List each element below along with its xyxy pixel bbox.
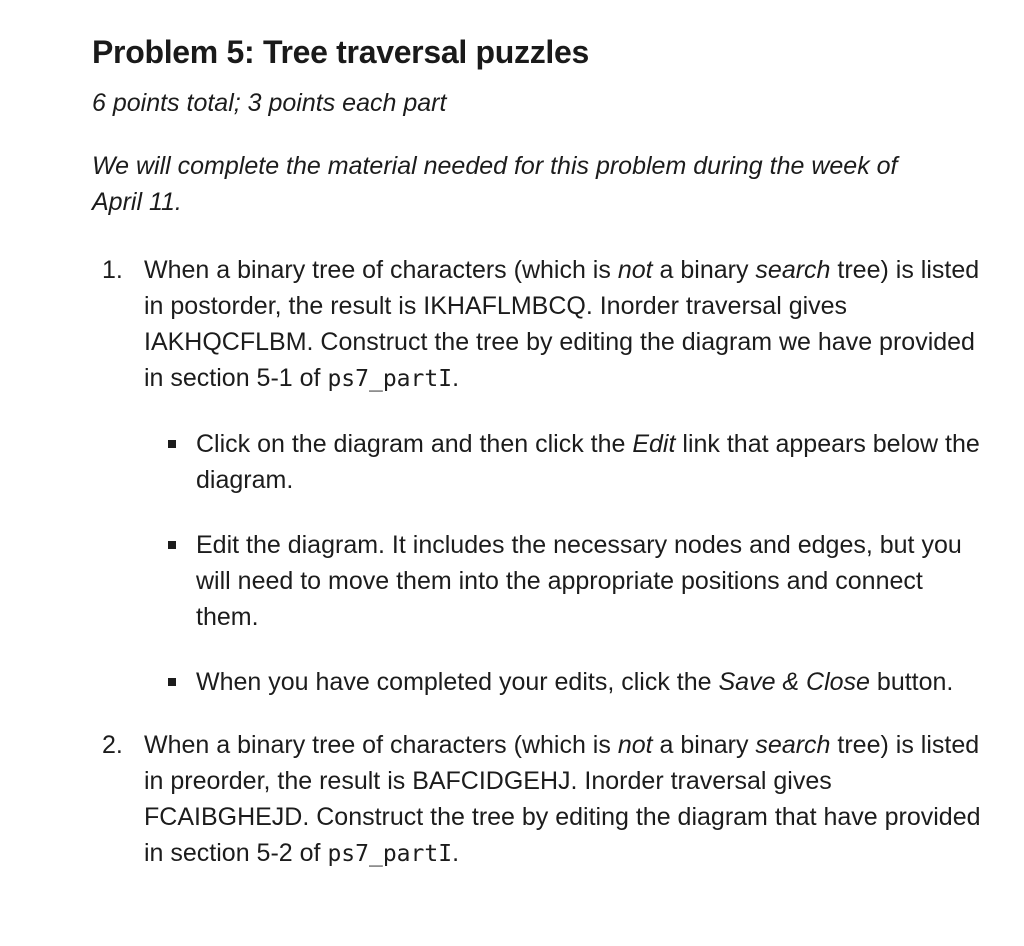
part-2 — [92, 727, 994, 872]
step-item: Click on the diagram and then click the Edit link that appears below the diagram. — [144, 426, 986, 498]
step-item: When you have completed your edits, click the Save & Close button. — [144, 664, 986, 700]
instruction-steps — [144, 426, 994, 700]
parts-list — [92, 252, 992, 872]
schedule-note: We will complete the material needed for this problem during the week of April 11. — [92, 152, 898, 216]
square-bullet-icon — [168, 440, 176, 448]
square-bullet-icon — [168, 678, 176, 686]
problem-document — [92, 30, 992, 872]
part-1 — [92, 252, 994, 700]
part-2-text: When a binary tree of characters (which is not a binary search tree) is listed in preorder, the result is BAFCIDGEHJ. Inorder traversal gives FCAIBGHEJD. Construct the tree by editing the diagram that have provided in section 5-2 of ps7_partI. — [144, 731, 981, 867]
part-1-text: When a binary tree of characters (which is not a binary search tree) is listed in postorder, the result is IKHAFLMBCQ. Inorder traversal gives IAKHQCFLBM. Construct the tree by editing the diagram we have provided in section 5-1 of ps7_partI. — [144, 256, 980, 392]
problem-title: Problem 5: Tree traversal puzzles — [92, 34, 589, 70]
points-note: 6 points total; 3 points each part — [92, 89, 447, 117]
step-item: Edit the diagram. It includes the necessary nodes and edges, but you will need to move them into the appropriate positions and connect them. — [144, 527, 986, 635]
file-name: ps7_partI — [327, 366, 453, 392]
part-2-number: 2. — [102, 731, 123, 759]
file-name: ps7_partI — [327, 841, 453, 867]
square-bullet-icon — [168, 541, 176, 549]
part-1-number: 1. — [102, 256, 123, 284]
